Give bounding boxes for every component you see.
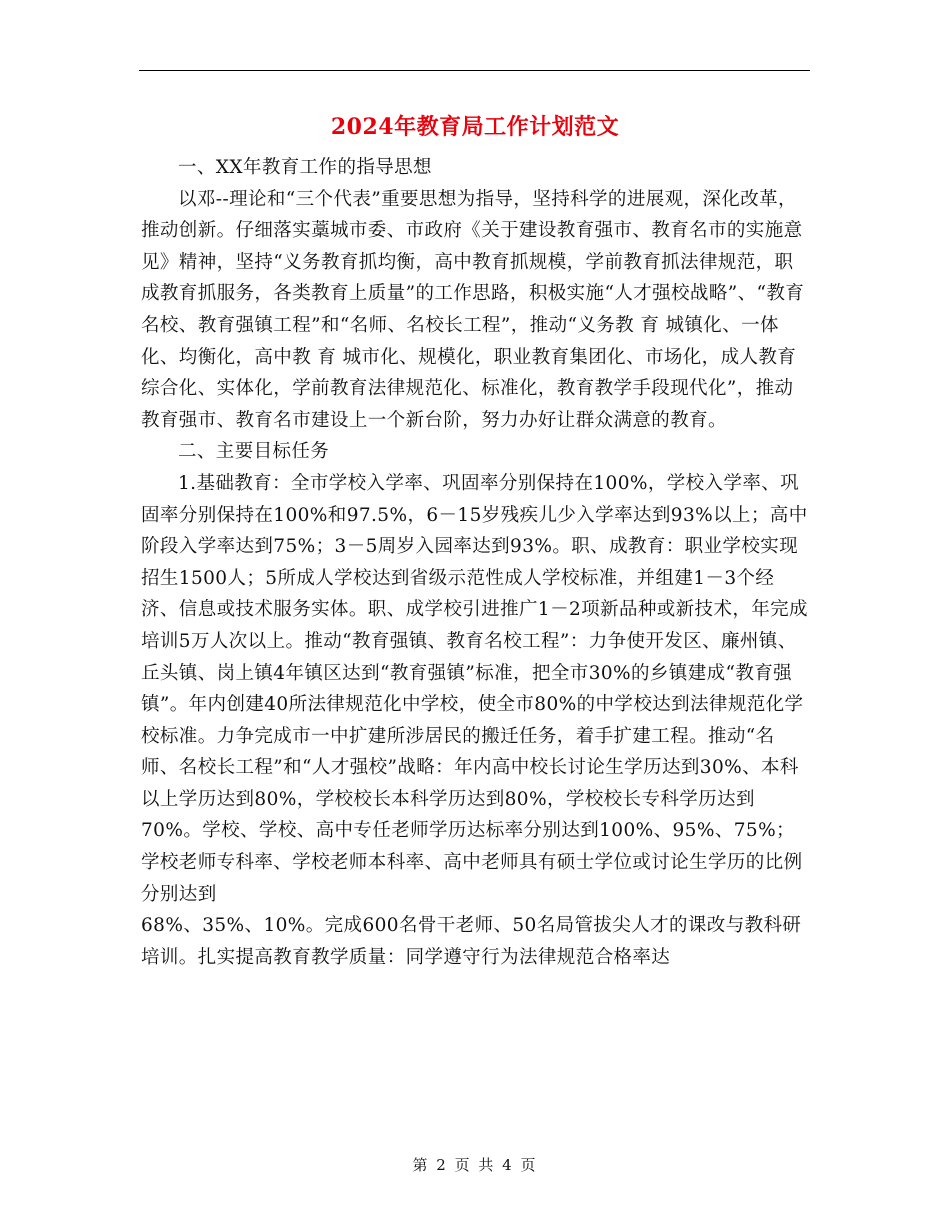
section-1-heading: 一、XX年教育工作的指导思想 bbox=[178, 157, 432, 178]
page-number-footer: 第 2 页 共 4 页 bbox=[412, 1156, 538, 1174]
header-rule bbox=[139, 70, 810, 71]
section-1-paragraph: 以邓--理论和“三个代表”重要思想为指导，坚持科学的进展观，深化改革，推动创新。仔细落实藁城市委、市政府《关于建设教育强市、教育名市的实施意见》精神，坚持“义务教育抓均衡，高中教育抓规模，学前教育抓法律规范，职成教育抓服务，各类教育上质量”的工作思路，积极实施“人才强校战略”、“教育名校、教育强镇工程”和“名师、名校长工程”，推动“义务教 育 城镇化、一体化、均衡化，高中教 育 城市化、规模化，职业教育集团化、市场化，成人教育综合化、实体化，学前教育法律规范化、标准化，教育教学手段现代化”，推动教育强市、教育名市建设上一个新台阶，努力办好让群众满意的教育。 bbox=[141, 188, 805, 431]
section-2-paragraph: 1.基础教育：全市学校入学率、巩固率分别保持在100%，学校入学率、巩固率分别保持在100%和97.5%，6－15岁残疾儿少入学率达到93%以上；高中阶段入学率达到75%；3－5周岁入园率达到93%。职、成教育：职业学校实现招生1500人；5所成人学校达到省级示范性成人学校标准，并组建1－3个经济、信息或技术服务实体。职、成学校引进推广1－2项新品种或新技术，年完成培训5万人次以上。推动“教育强镇、教育名校工程”：力争使开发区、廉州镇、丘头镇、岗上镇4年镇区达到“教育强镇”标准，把全市30%的乡镇建成“教育强镇”。年内创建40所法律规范化中学校，使全市80%的中学校达到法律规范化学校标准。力争完成市一中扩建所涉居民的搬迁任务，着手扩建工程。推动“名师、名校长工程”和“人才强校”战略：年内高中校长讨论生学历达到30%、本科以上学历达到80%，学校校长本科学历达到80%，学校校长专科学历达到70%。学校、学校、高中专任老师学历达标率分别达到100%、95%、75%；学校老师专科率、学校老师本科率、高中老师具有硕士学位或讨论生学历的比例分别达到 bbox=[141, 472, 808, 905]
section-2-paragraph-continued: 68%、35%、10%。完成600名骨干老师、50名局管拔尖人才的课改与教科研培训。扎实提高教育教学质量：同学遵守行为法律规范合格率达 bbox=[141, 915, 802, 968]
document-title: 2024年教育局工作计划范文 bbox=[330, 114, 620, 140]
section-2-heading: 二、主要目标任务 bbox=[178, 441, 330, 463]
document-body bbox=[141, 152, 809, 973]
